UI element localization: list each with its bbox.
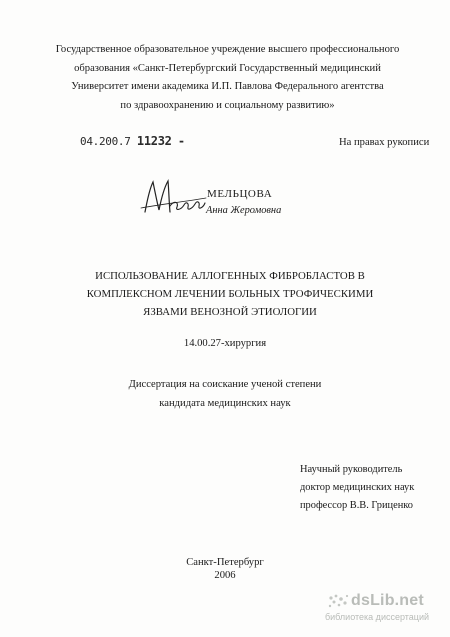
- supervisor-line: профессор В.В. Гриценко: [300, 500, 413, 511]
- dissertation-title: [60, 267, 400, 321]
- dslib-watermark[interactable]: [325, 592, 443, 632]
- header-line: по здравоохранению и социальному развитию»: [120, 99, 335, 111]
- supervisor-line: Научный руководитель: [300, 464, 403, 475]
- year: 2006: [214, 570, 236, 581]
- specialty-code: 14.00.27-хирургия: [183, 338, 267, 349]
- degree-line: кандидата медицинских наук: [159, 398, 291, 409]
- stamp-prefix: 04.200.7: [80, 135, 131, 148]
- handwritten-signature: [137, 172, 207, 222]
- title-line: КОМПЛЕКСНОМ ЛЕЧЕНИИ БОЛЬНЫХ ТРОФИЧЕСКИМИ: [86, 288, 374, 300]
- stamp-number: 11232: [136, 134, 172, 148]
- header-line: образования «Санкт-Петербургский Государственный медицинский: [74, 62, 381, 74]
- title-line: ИСПОЛЬЗОВАНИЕ АЛЛОГЕННЫХ ФИБРОБЛАСТОВ В: [95, 270, 365, 282]
- dots-logo-icon: [325, 592, 351, 612]
- watermark-caption: библиотека диссертаций: [325, 612, 430, 622]
- watermark-logo: dsLib.net: [351, 592, 424, 609]
- supervisor-block: [300, 461, 414, 515]
- degree-line: Диссертация на соискание ученой степени: [128, 379, 322, 390]
- degree-statement: [20, 375, 430, 413]
- author-surname: МЕЛЬЦОВА: [207, 188, 273, 200]
- title-line: ЯЗВАМИ ВЕНОЗНОЙ ЭТИОЛОГИИ: [143, 306, 317, 318]
- supervisor-line: доктор медицинских наук: [300, 482, 415, 493]
- header-line: Государственное образовательное учреждение высшего профессионального: [55, 44, 400, 55]
- place-and-year: [0, 556, 450, 582]
- stamp-suffix: -: [177, 134, 185, 148]
- manuscript-rights-note: На правах рукописи: [339, 137, 430, 148]
- institution-header: [40, 41, 415, 115]
- header-line: Университет имени академика И.П. Павлова Федерального агентства: [71, 81, 384, 92]
- registration-stamp: [80, 134, 185, 148]
- city: Санкт-Петербург: [186, 557, 264, 568]
- author-given-name: Анна Жеромовна: [206, 205, 282, 216]
